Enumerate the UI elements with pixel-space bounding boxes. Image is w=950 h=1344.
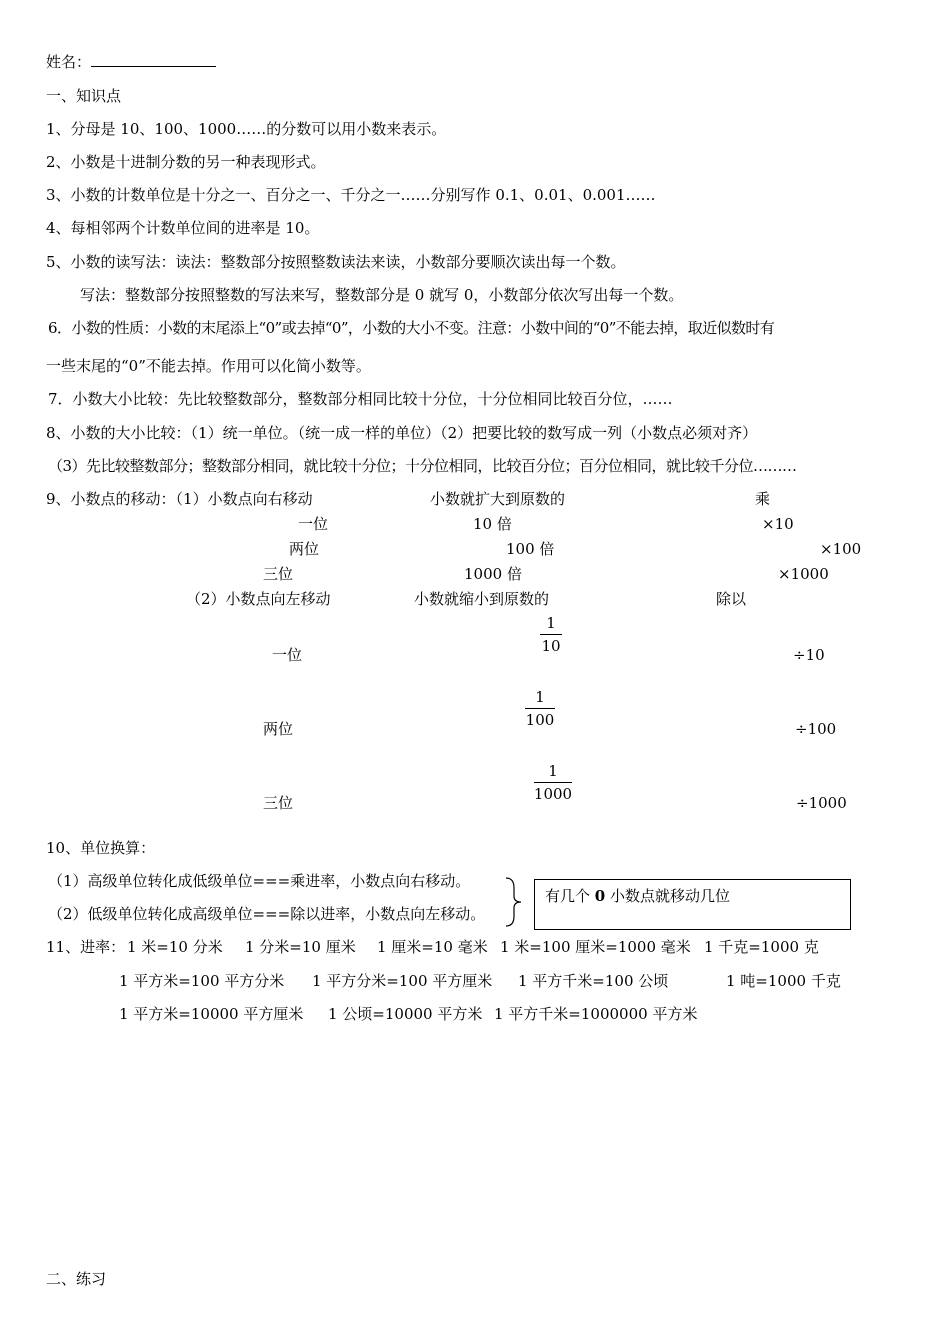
conversion-rule: （1）高级单位转化成低级单位===乘进率，小数点向右移动。 <box>48 872 471 890</box>
fraction <box>521 614 581 655</box>
rate-item: 1 米=10 分米 <box>127 938 223 956</box>
knowledge-item: 2、小数是十进制分数的另一种表现形式。 <box>46 153 326 171</box>
fraction-bar <box>534 782 572 783</box>
rate-item: 1 平方千米=100 公顷 <box>518 972 669 990</box>
move-factor: 100 倍 <box>506 540 555 558</box>
move-col-header: 除以 <box>716 590 747 608</box>
move-pos: 两位 <box>263 720 294 738</box>
move-label: 9、小数点的移动：（1）小数点向右移动 <box>46 490 313 508</box>
move-pos: 三位 <box>263 565 294 583</box>
move-op: ×10 <box>762 515 794 533</box>
section-title: 一、知识点 <box>46 87 122 105</box>
rate-item: 1 米=100 厘米=1000 毫米 <box>500 938 691 956</box>
name-label: 姓名： <box>46 53 92 71</box>
rate-item: 1 厘米=10 毫米 <box>377 938 488 956</box>
fraction-denominator: 100 <box>525 711 555 729</box>
fraction-denominator: 10 <box>541 637 561 655</box>
move-col-header: 小数就缩小到原数的 <box>414 590 550 608</box>
rate-item: 1 平方米=10000 平方厘米 <box>119 1005 304 1023</box>
conversion-title: 10、单位换算： <box>46 839 156 857</box>
fraction-numerator: 1 <box>535 688 545 706</box>
knowledge-item: 6．小数的性质：小数的末尾添上“0”或去掉“0”，小数的大小不变。注意：小数中间的“0”不能去掉，取近似数时有 <box>48 319 775 337</box>
move-op: ÷1000 <box>796 794 847 812</box>
move-pos: 一位 <box>298 515 329 533</box>
conversion-rule: （2）低级单位转化成高级单位===除以进率，小数点向左移动。 <box>48 905 486 923</box>
move-op: ÷100 <box>795 720 837 738</box>
rate-item: 1 千克=1000 克 <box>704 938 819 956</box>
brace-icon <box>504 876 524 928</box>
knowledge-item: 8、小数的大小比较：（1）统一单位。（统一成一样的单位）（2）把要比较的数写成一列（小数点必须对齐） <box>46 424 758 442</box>
rate-item: 1 平方分米=100 平方厘米 <box>312 972 493 990</box>
move-factor: 1000 倍 <box>464 565 522 583</box>
name-blank <box>91 52 216 67</box>
knowledge-item: 一些末尾的“0”不能去掉。作用可以化简小数等。 <box>46 357 371 375</box>
fraction-denominator: 1000 <box>533 785 573 803</box>
fraction-bar <box>525 708 555 709</box>
knowledge-item: 7．小数大小比较：先比较整数部分，整数部分相同比较十分位，十分位相同比较百分位，…… <box>48 390 673 408</box>
move-op: ×1000 <box>778 565 829 583</box>
rate-item: 1 分米=10 厘米 <box>245 938 356 956</box>
move-pos: 两位 <box>289 540 320 558</box>
fraction <box>523 762 583 803</box>
fraction-numerator: 1 <box>546 614 556 632</box>
fraction <box>510 688 570 729</box>
note-box <box>534 879 851 930</box>
move-col-header: 乘 <box>755 490 771 508</box>
fraction-numerator: 1 <box>548 762 558 780</box>
knowledge-item: 1、分母是 10、100、1000……的分数可以用小数来表示。 <box>46 120 447 138</box>
move-op: ÷10 <box>793 646 825 664</box>
fraction-bar <box>540 634 562 635</box>
knowledge-item: （3）先比较整数部分；整数部分相同，就比较十分位；十分位相同，比较百分位；百分位相同，就比较千分位……… <box>48 457 797 475</box>
rate-item: 1 吨=1000 千克 <box>726 972 841 990</box>
rate-item: 1 公顷=10000 平方米 <box>328 1005 483 1023</box>
section-title: 二、练习 <box>46 1270 107 1288</box>
rate-item: 1 平方米=100 平方分米 <box>119 972 285 990</box>
move-col-header: 小数就扩大到原数的 <box>430 490 566 508</box>
knowledge-item: 4、每相邻两个计数单位间的进率是 10。 <box>46 219 320 237</box>
knowledge-item: 3、小数的计数单位是十分之一、百分之一、千分之一……分别写作 0.1、0.01、0.001…… <box>46 186 656 204</box>
knowledge-item: 5、小数的读写法：读法：整数部分按照整数读法来读，小数部分要顺次读出每一个数。 <box>46 253 626 271</box>
move-op: ×100 <box>820 540 862 558</box>
name-field <box>46 52 216 72</box>
move-label: （2）小数点向左移动 <box>186 590 331 608</box>
rate-label: 11、进率： <box>46 938 126 956</box>
move-factor: 10 倍 <box>473 515 512 533</box>
rate-item: 1 平方千米=1000000 平方米 <box>494 1005 698 1023</box>
move-pos: 三位 <box>263 794 294 812</box>
note-text: 有几个 0 小数点就移动几位 <box>545 887 730 905</box>
knowledge-item: 写法：整数部分按照整数的写法来写，整数部分是 0 就写 0，小数部分依次写出每一个数。 <box>80 286 684 304</box>
move-pos: 一位 <box>272 646 303 664</box>
